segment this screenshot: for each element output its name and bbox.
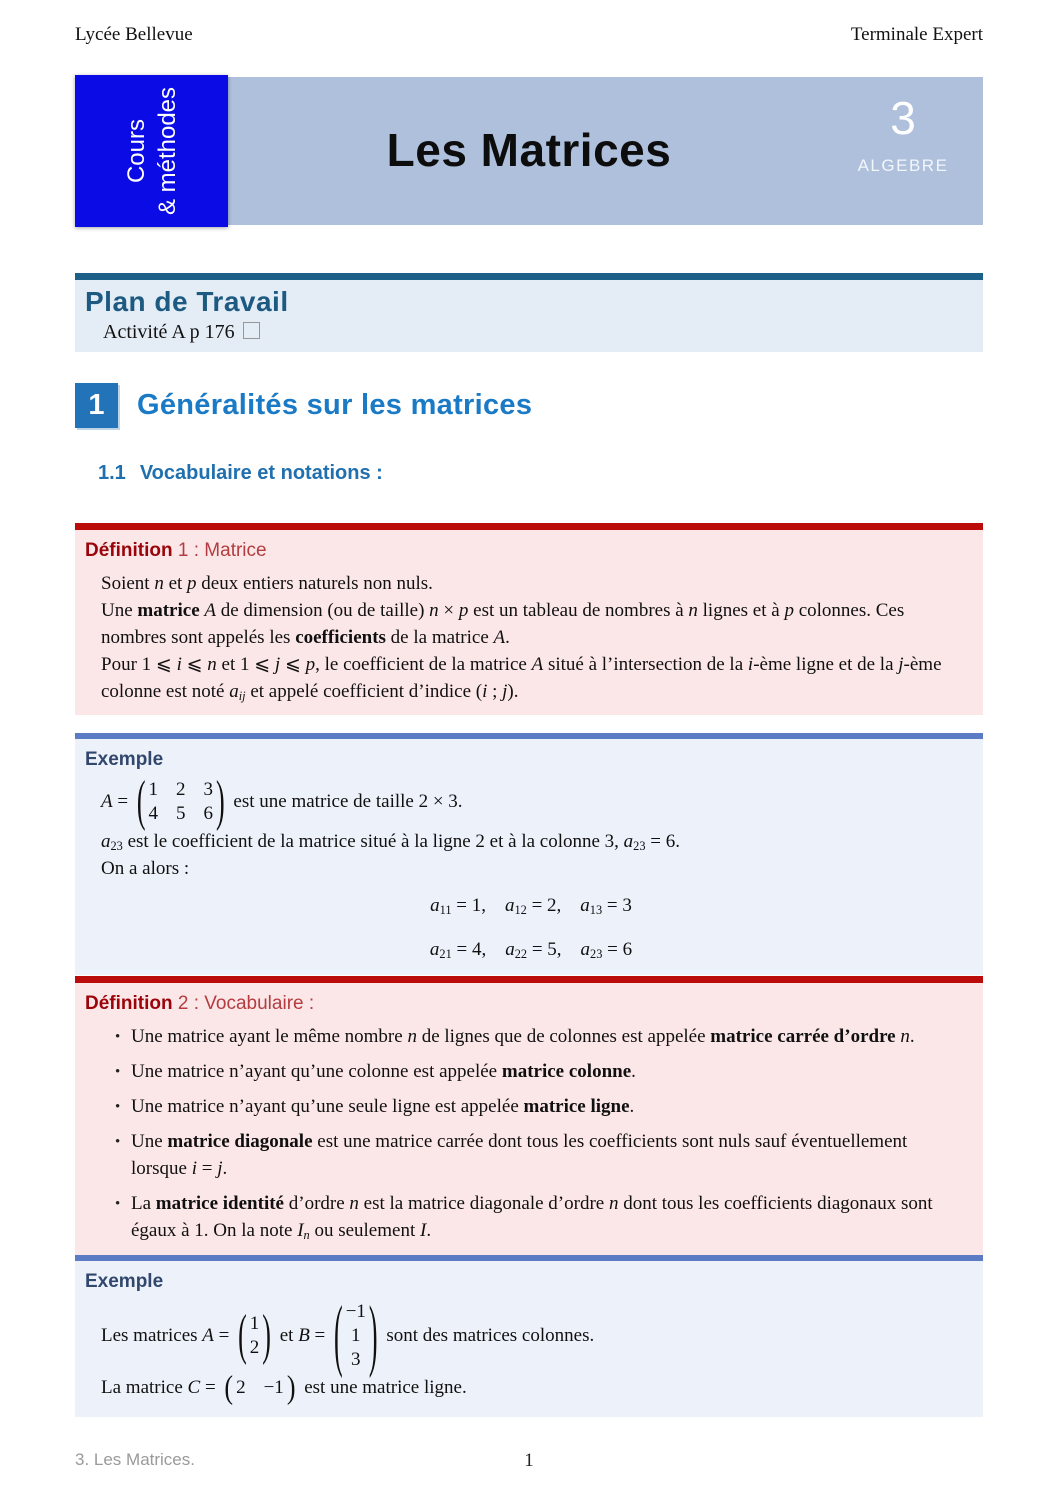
example-1-box xyxy=(75,733,983,975)
school-name: Lycée Bellevue xyxy=(75,24,193,45)
page-footer xyxy=(75,1450,983,1474)
vocabulary-item: • La matrice identité d’ordre n est la matrice diagonale d’ordre n dont tous les coefficients diagonaux sont égaux à 1. On la note $I_n$ ou seulement I. xyxy=(131,1190,961,1244)
definition-1-line-2: Une matrice A de dimension (ou de taille) n × p est un tableau de nombres à n lignes et à p colonnes. Ces nombres sont appelés les coefficients de la matrice A. xyxy=(101,600,909,648)
chapter-info xyxy=(823,77,983,176)
example-2-column-matrices-line: Les matrices A = ( 1 2 ) et B = ( −1 1 3 ) sont des matrices colonnes. xyxy=(101,1289,595,1379)
chapter-number: 3 xyxy=(890,92,916,144)
example-1-body xyxy=(85,769,961,963)
example-1-alors-line: On a alors : xyxy=(101,858,190,879)
plan-activity: Activité A p 176 xyxy=(103,320,973,344)
definition-1-title: Définition 1 : Matrice xyxy=(85,540,267,561)
example-2-box xyxy=(75,1255,983,1417)
example-2-row-matrix-line: La matrice C = ( 2 −1 ) est une matrice ligne. xyxy=(101,1368,467,1405)
definition-1-body xyxy=(85,570,961,705)
example-1-equation-row-1: $a_{11} = 1$, $a_{12} = 2$, $a_{13} = 3$ xyxy=(430,895,632,918)
vocabulary-item: • Une matrice ayant le même nombre n de lignes que de colonnes est appelée matrice carrée d’ordre n. xyxy=(131,1023,961,1050)
course-methods-label: Cours & méthodes xyxy=(122,86,181,216)
plan-de-travail-box xyxy=(75,273,983,352)
page-number: 1 xyxy=(524,1450,534,1471)
matrix-A-2x3: ( 1 2 3 4 5 6 ) xyxy=(136,769,225,832)
activity-checkbox[interactable] xyxy=(243,322,260,339)
chapter-title: Les Matrices xyxy=(386,123,672,176)
definition-1-line-3: Pour 1 ⩽ i ⩽ n et 1 ⩽ j ⩽ p, le coefficient de la matrice A situé à l’intersection de la i-ème ligne et de la j-ème colonne est noté $a_{ij}$ et appelé coefficient d’indice (i ; j). xyxy=(101,654,947,704)
subsection-heading xyxy=(75,462,983,485)
running-header xyxy=(75,24,983,46)
example-1-equation-row-2: $a_{21} = 4$, $a_{22} = 5$, $a_{23} = 6$ xyxy=(429,939,633,962)
definition-2-box xyxy=(75,976,983,1262)
definition-2-body xyxy=(85,1023,961,1244)
example-1-matrix-line: A = ( 1 2 3 4 5 6 ) est une matrice de taille 2 × 3. xyxy=(101,769,463,832)
matrix-B-column: ( −1 1 3 ) xyxy=(334,1289,378,1379)
vocabulary-item: • Une matrice diagonale est une matrice carrée dont tous les coefficients sont nuls sauf éventuellement lorsque i = j. xyxy=(131,1128,961,1182)
matrix-C-row: ( 2 −1 ) xyxy=(224,1368,296,1405)
definition-1-line-1: Soient n et p deux entiers naturels non nuls. xyxy=(101,573,433,594)
chapter-category: ALGEBRE xyxy=(857,155,949,175)
chapter-banner xyxy=(75,77,983,225)
definition-1-box xyxy=(75,523,983,715)
vocabulary-item: • Une matrice n’ayant qu’une colonne est appelée matrice colonne. xyxy=(131,1058,961,1085)
example-2-title: Exemple xyxy=(85,1271,164,1292)
section-title: Généralités sur les matrices xyxy=(137,389,533,421)
plan-title: Plan de Travail xyxy=(85,286,289,317)
matrix-A-column: ( 1 2 ) xyxy=(238,1303,271,1366)
vocabulary-list xyxy=(101,1023,961,1244)
class-level: Terminale Expert xyxy=(850,24,983,45)
example-1-title: Exemple xyxy=(85,749,164,770)
section-number-box: 1 xyxy=(75,383,118,428)
example-1-coefficient-line: $a_{23}$ est le coefficient de la matrice situé à la ligne 2 et à la colonne 3, $a_{23} = 6$. xyxy=(101,831,680,854)
footer-chapter-label: 3. Les Matrices. xyxy=(75,1450,195,1469)
vocabulary-item: • Une matrice n’ayant qu’une seule ligne est appelée matrice ligne. xyxy=(131,1093,961,1120)
definition-2-title: Définition 2 : Vocabulaire : xyxy=(85,993,315,1014)
example-2-body xyxy=(85,1289,961,1405)
section-heading xyxy=(75,383,983,428)
subsection-title: Vocabulaire et notations : xyxy=(139,462,383,484)
subsection-number: 1.1 xyxy=(98,462,126,484)
